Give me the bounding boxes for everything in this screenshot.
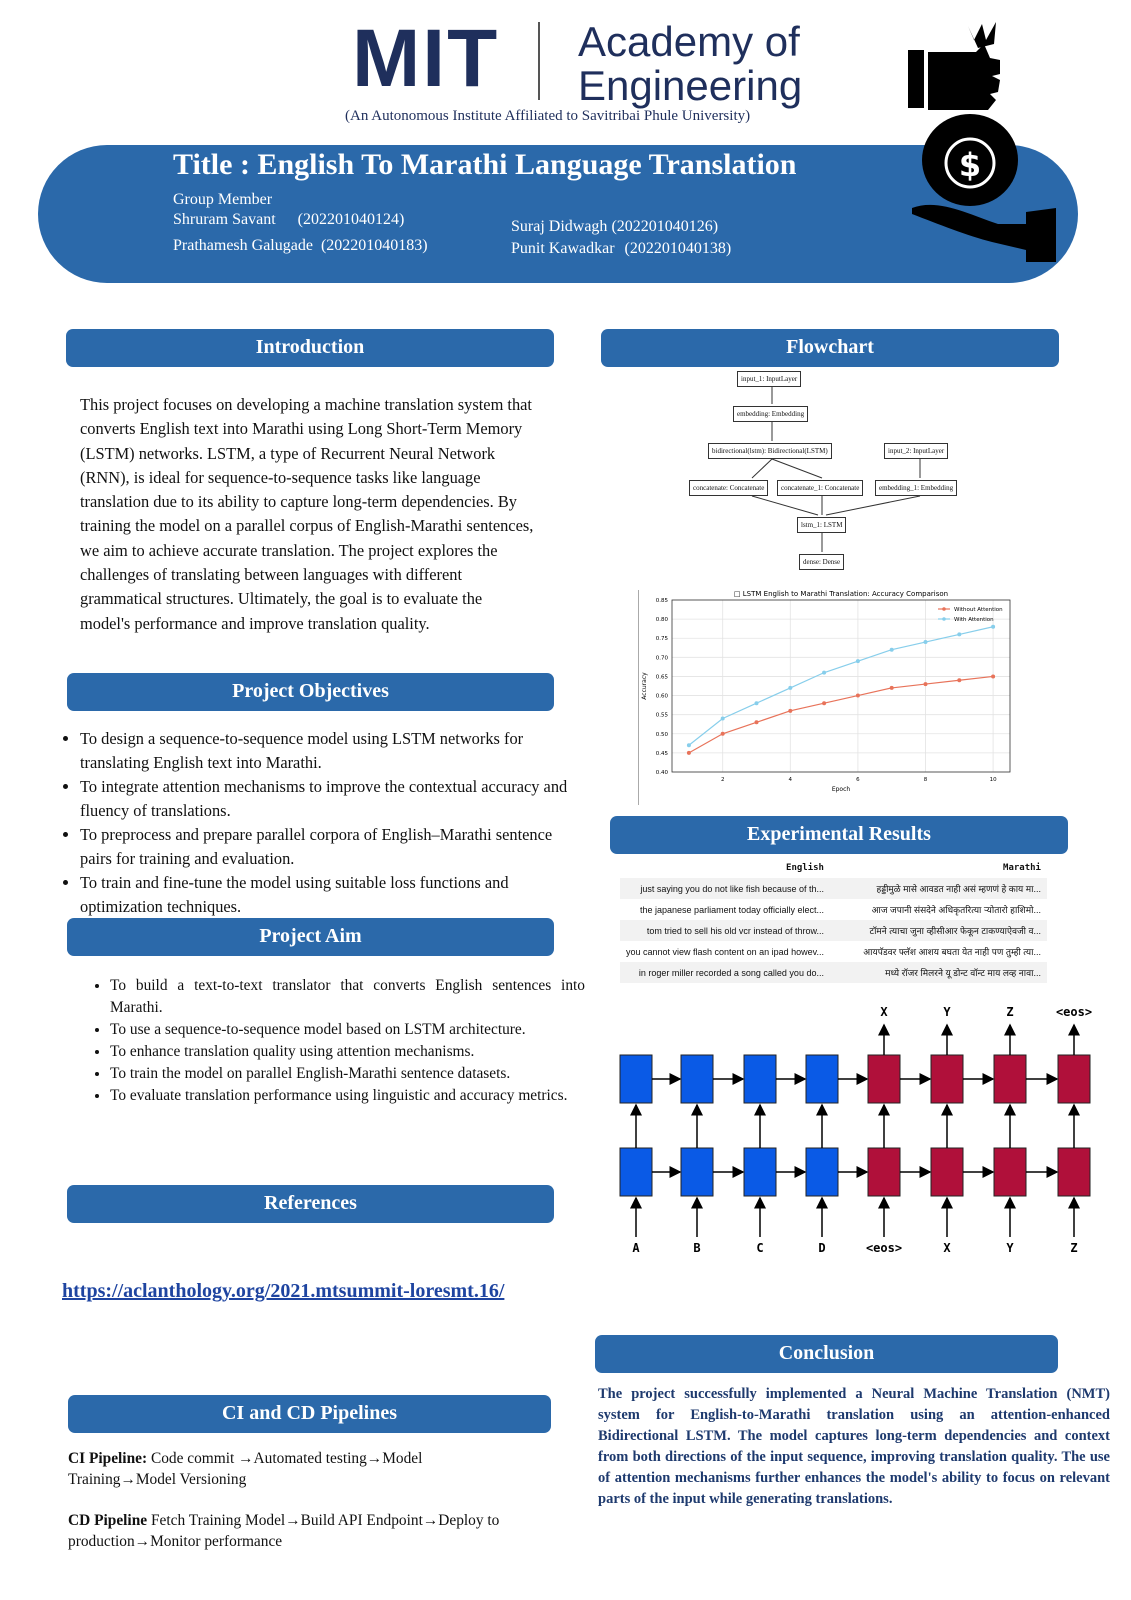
input-token: B (693, 1241, 701, 1255)
objective-item: • To preprocess and prepare parallel corpora of English–Marathi sentence pairs for training and evaluation. (80, 823, 585, 871)
objective-item: • To design a sequence-to-sequence model using LSTM networks for translating English text into Marathi. (80, 727, 585, 775)
input-token: C (756, 1241, 764, 1255)
data-point (788, 686, 792, 690)
cell-marathi: आयपॅडवर फ्लॅश आशय बघता येत नाही पण तुम्ही त्या... (863, 947, 1041, 957)
table-row (620, 899, 1047, 920)
legend-label: Without Attention (954, 607, 1003, 613)
flowchart-node-concat1: concatenate_1: Concatenate (777, 480, 863, 496)
data-point (721, 732, 725, 736)
input-token: X (943, 1241, 951, 1255)
encoder-cell-bottom (744, 1148, 776, 1196)
references-heading: References (67, 1185, 554, 1223)
aim-heading: Project Aim (67, 918, 554, 956)
member-3 (511, 218, 718, 236)
member-name: Shruram Savant (173, 211, 276, 228)
svg-text:$: $ (958, 146, 982, 184)
cell-marathi: टॉमने त्याचा जुना व्हीसीआर फेकून टाकण्याऐवजी व... (830, 920, 1047, 941)
input-token: <eos> (865, 1241, 903, 1255)
y-tick-label: 0.60 (655, 693, 668, 700)
encoder-cell-top (620, 1055, 652, 1103)
ci-label: CI Pipeline: (68, 1450, 148, 1467)
member-2 (173, 237, 428, 255)
data-point (924, 682, 928, 686)
legend-marker (942, 617, 946, 621)
input-token: Y (1006, 1241, 1014, 1255)
output-token: Y (943, 1005, 951, 1019)
data-point (957, 632, 961, 636)
academy-line2: Engineering (578, 62, 803, 109)
data-point (924, 640, 928, 644)
y-axis-label: Accuracy (641, 672, 648, 700)
aim-item: • To enhance translation quality using attention mechanisms. (110, 1041, 585, 1063)
introduction-text: This project focuses on developing a machine translation system that converts English text into Marathi using Long Short-Term Memory (LSTM) networks. LSTM, a type of Recurrent Neural Network (RNN), is ideal for sequence-to-sequence tasks like language translation due to its ability to capture long-term dependencies. By training the model on a parallel corpus of English-Marathi sentences, we aim to achieve accurate translation. The project explores the challenges of translating between languages with different grammatical structures. Ultimately, the goal is to evaluate the model's performance and improve translation quality. (80, 395, 534, 633)
y-tick-label: 0.70 (655, 655, 668, 662)
ci-pipeline (68, 1448, 508, 1490)
legend-label: With Attention (954, 617, 994, 623)
flowchart-node-embedding: embedding: Embedding (733, 406, 808, 422)
member-name: Prathamesh Galugade (173, 237, 313, 254)
flowchart-node-dense: dense: Dense (799, 554, 844, 570)
flowchart-arrows (680, 370, 980, 580)
data-point (788, 709, 792, 713)
data-point (957, 678, 961, 682)
aim-item: • To use a sequence-to-sequence model based on LSTM architecture. (110, 1019, 585, 1041)
accuracy-chart (638, 590, 1028, 805)
aim-list (92, 975, 585, 1107)
data-point (856, 694, 860, 698)
flowchart-node-lstm1: lstm_1: LSTM (797, 517, 846, 533)
decoder-cell-bottom (931, 1148, 963, 1196)
cell-english: the japanese parliament today officially elect... (640, 904, 824, 915)
output-token: X (880, 1005, 888, 1019)
cd-pipeline (68, 1510, 508, 1552)
cell-english: tom tried to sell his old vcr instead of throw... (620, 920, 830, 941)
encoder-cell-bottom (620, 1148, 652, 1196)
institute-subtitle: (An Autonomous Institute Affiliated to Savitribai Phule University) (345, 108, 751, 124)
objectives-list (60, 727, 585, 919)
mit-logo: MIT (352, 13, 500, 104)
legend-marker (942, 607, 946, 611)
x-tick-label: 6 (856, 777, 860, 783)
flowchart-node-embedding1: embedding_1: Embedding (875, 480, 957, 496)
x-tick-label: 2 (720, 777, 725, 783)
chart-title: □ LSTM English to Marathi Translation: Accuracy Comparison (733, 590, 949, 598)
conclusion-text: The project successfully implemented a Neural Machine Translation (NMT) system for English-to-Marathi translation using an attention-enhanced Bidirectional LSTM. The model captures long-term dependencies and context from both directions of the input sequence, improving translation quality. The use of attention mechanisms further enhances the model's ability to focus on relevant parts of the input while generating translations. (598, 1386, 1110, 1507)
flowchart-node-input1: input_1: InputLayer (737, 371, 801, 387)
decoder-cell-bottom (994, 1148, 1026, 1196)
cell-marathi: मध्ये रॉजर मिलरने यू डोन्ट वॉन्ट माय लव्ह नावा... (830, 962, 1047, 983)
decoder-cell-top (868, 1055, 900, 1103)
cicd-heading: CI and CD Pipelines (68, 1395, 551, 1433)
decoder-cell-top (994, 1055, 1026, 1103)
objectives-heading: Project Objectives (67, 673, 554, 711)
encoder-cell-top (744, 1055, 776, 1103)
member-name: Suraj Didwagh (511, 218, 608, 235)
member-id: (202201040183) (320, 237, 428, 254)
data-point (991, 674, 995, 678)
decoder-cell-bottom (868, 1148, 900, 1196)
member-1 (173, 211, 404, 229)
data-point (890, 686, 894, 690)
money-hand-icon (908, 18, 1068, 263)
data-point (822, 671, 826, 675)
y-tick-label: 0.55 (655, 712, 668, 719)
group-label: Group Member (173, 191, 273, 208)
cicd-content (68, 1448, 508, 1552)
data-point (687, 751, 691, 755)
x-tick-label: 10 (989, 777, 997, 783)
data-point (721, 716, 725, 720)
series-line-1 (689, 627, 993, 745)
table-header-row (620, 857, 1047, 878)
logo-divider (538, 22, 540, 100)
reference-link[interactable]: https://aclanthology.org/2021.mtsummit-loresmt.16/ (62, 1280, 505, 1302)
y-tick-label: 0.85 (655, 598, 668, 604)
input-token: Z (1070, 1241, 1078, 1255)
input-token: A (632, 1241, 640, 1255)
table-row (620, 941, 1047, 962)
data-point (755, 701, 759, 705)
academy-line1: Academy of (578, 18, 800, 65)
objective-item: • To integrate attention mechanisms to improve the contextual accuracy and fluency of translations. (80, 775, 585, 823)
encoder-cell-top (681, 1055, 713, 1103)
y-tick-label: 0.80 (655, 617, 668, 624)
cell-english: in roger miller recorded a song called you do... (620, 962, 830, 983)
decoder-cell-top (931, 1055, 963, 1103)
table-row (620, 878, 1047, 899)
output-token: Z (1006, 1005, 1014, 1019)
flowchart-node-concat: concatenate: Concatenate (689, 480, 768, 496)
cell-english: you cannot view flash content on an ipad howev... (626, 946, 824, 957)
encoder-cell-top (806, 1055, 838, 1103)
results-heading: Experimental Results (610, 816, 1068, 854)
x-axis-label: Epoch (831, 786, 851, 793)
col-english: English (786, 862, 824, 873)
table-row (620, 962, 1047, 983)
input-token: D (818, 1241, 826, 1255)
x-tick-label: 4 (788, 777, 793, 783)
y-tick-label: 0.75 (655, 636, 668, 643)
table-row (620, 920, 1047, 941)
y-tick-label: 0.65 (655, 674, 668, 681)
ci-steps: Code commit →Automated testing→Model Training→Model Versioning (68, 1450, 423, 1488)
flowchart-node-bidirectional: bidirectional(lstm): Bidirectional(LSTM) (708, 443, 832, 459)
aim-item: • To evaluate translation performance using linguistic and accuracy metrics. (110, 1085, 585, 1107)
cd-steps: Fetch Training Model→Build API Endpoint→Deploy to production→Monitor performance (68, 1512, 500, 1550)
y-tick-label: 0.50 (655, 731, 668, 738)
member-4 (511, 240, 731, 258)
academy-logo-text (578, 20, 802, 108)
output-token: <eos> (1055, 1005, 1093, 1019)
data-point (856, 659, 860, 663)
flowchart-node-input2: input_2: InputLayer (884, 443, 948, 459)
cell-english: just saying you do not like fish because of th... (620, 878, 830, 899)
cell-marathi: हड्डीमुळे मासे आवडत नाही असं म्हणणं हे काय मा... (830, 878, 1047, 899)
aim-item: • To build a text-to-text translator that converts English sentences into Marathi. (110, 975, 585, 1019)
data-point (991, 625, 995, 629)
member-id: (202201040138) (624, 240, 732, 257)
member-name: Punit Kawadkar (511, 240, 615, 257)
data-point (687, 743, 691, 747)
decoder-cell-bottom (1058, 1148, 1090, 1196)
aim-item: • To train the model on parallel English-Marathi sentence datasets. (110, 1063, 585, 1085)
member-id: (202201040126) (611, 218, 719, 235)
cell-marathi: आज जपानी संसदेने अधिकृतरित्या र्‍योतारो हाशिमो... (871, 905, 1041, 915)
data-point (890, 648, 894, 652)
cd-label: CD Pipeline (68, 1512, 148, 1529)
decoder-cell-top (1058, 1055, 1090, 1103)
data-point (822, 701, 826, 705)
member-id: (202201040124) (297, 211, 405, 228)
page-title: Title : English To Marathi Language Translation (173, 148, 797, 181)
encoder-cell-bottom (806, 1148, 838, 1196)
seq2seq-diagram (612, 1000, 1112, 1270)
data-point (755, 720, 759, 724)
x-tick-label: 8 (923, 777, 928, 783)
y-tick-label: 0.40 (655, 770, 668, 776)
objective-item: • To train and fine-tune the model using suitable loss functions and optimization techniques. (80, 871, 585, 919)
y-tick-label: 0.45 (655, 750, 668, 757)
introduction-heading: Introduction (66, 329, 554, 367)
flowchart-heading: Flowchart (601, 329, 1059, 367)
results-table (620, 857, 1047, 983)
conclusion-heading: Conclusion (595, 1335, 1058, 1373)
encoder-cell-bottom (681, 1148, 713, 1196)
col-marathi: Marathi (1003, 862, 1041, 873)
flowchart-diagram (680, 370, 980, 580)
